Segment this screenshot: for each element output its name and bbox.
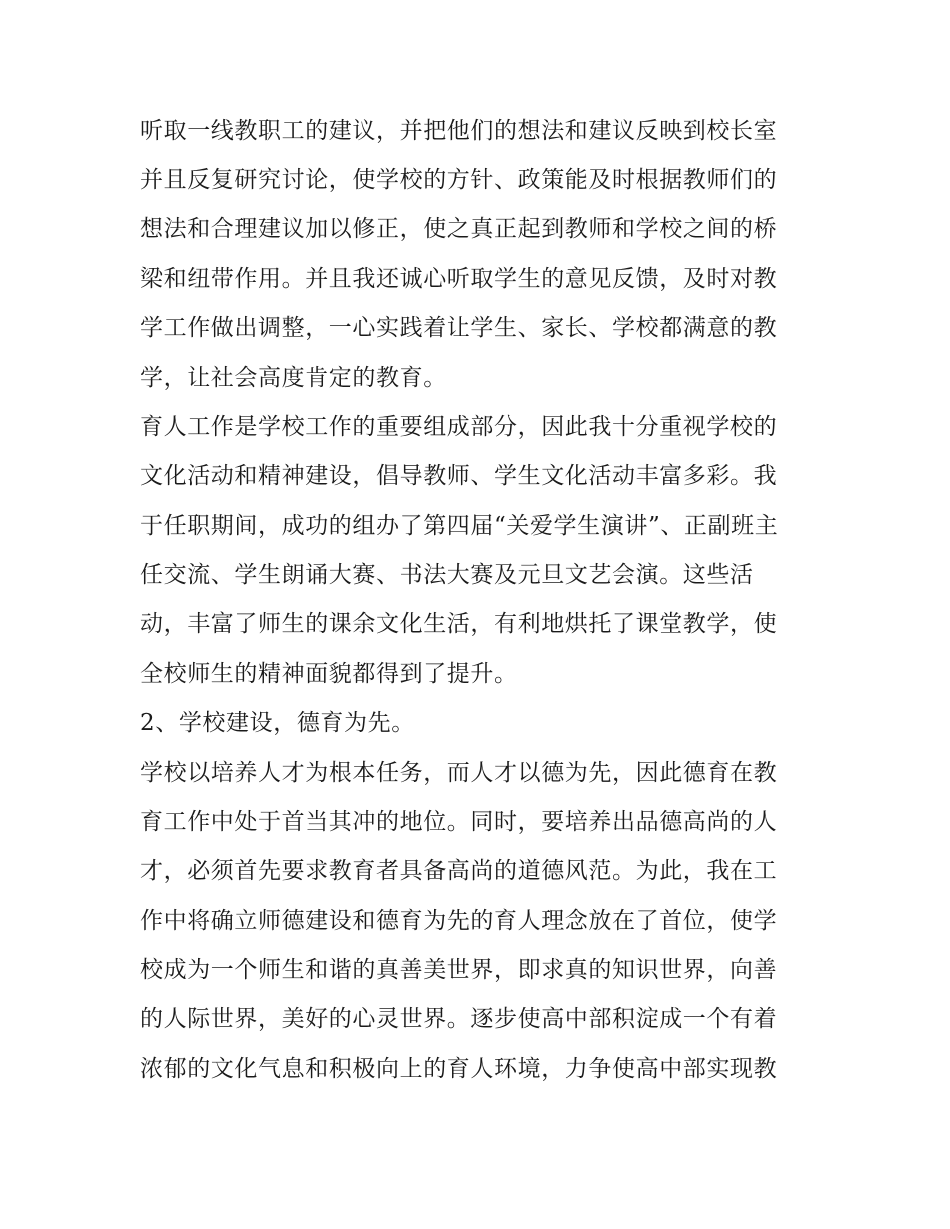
text-line: 作中将确立师德建设和德育为先的育人理念放在了首位，使学 <box>140 908 778 934</box>
text-line: 想法和合理建议加以修正，使之真正起到教师和学校之间的桥 <box>140 216 778 242</box>
text-line: 并且反复研究讨论，使学校的方针、政策能及时根据教师们的 <box>140 167 778 193</box>
text-line: 全校师生的精神面貌都得到了提升。 <box>140 661 518 687</box>
text-line: 学，让社会高度肯定的教育。 <box>140 365 447 391</box>
text-line: 听取一线教职工的建议，并把他们的想法和建议反映到校长室 <box>140 118 778 144</box>
text-line: 动，丰富了师生的课余文化生活，有利地烘托了课堂教学，使 <box>140 611 778 637</box>
text-line: 的人际世界，美好的心灵世界。逐步使高中部积淀成一个有着 <box>140 1006 778 1032</box>
text-line: 学工作做出调整，一心实践着让学生、家长、学校都满意的教 <box>140 315 778 341</box>
text-line: 校成为一个师生和谐的真善美世界，即求真的知识世界，向善 <box>140 957 778 983</box>
section-heading: 2、学校建设，德育为先。 <box>140 710 415 736</box>
text-line: 学校以培养人才为根本任务，而人才以德为先，因此德育在教 <box>140 760 778 786</box>
text-line: 浓郁的文化气息和积极向上的育人环境，力争使高中部实现教 <box>140 1056 778 1082</box>
text-line: 任交流、学生朗诵大赛、书法大赛及元旦文艺会演。这些活 <box>140 562 754 588</box>
text-line: 才，必须首先要求教育者具备高尚的道德风范。为此，我在工 <box>140 858 778 884</box>
text-line: 于任职期间，成功的组办了第四届“关爱学生演讲”、正副班主 <box>140 513 779 539</box>
text-line: 育人工作是学校工作的重要组成部分，因此我十分重视学校的 <box>140 414 778 440</box>
text-line: 梁和纽带作用。并且我还诚心听取学生的意见反馈，及时对教 <box>140 266 778 292</box>
text-line: 育工作中处于首当其冲的地位。同时，要培养出品德高尚的人 <box>140 809 778 835</box>
text-line: 文化活动和精神建设，倡导教师、学生文化活动丰富多彩。我 <box>140 463 778 489</box>
